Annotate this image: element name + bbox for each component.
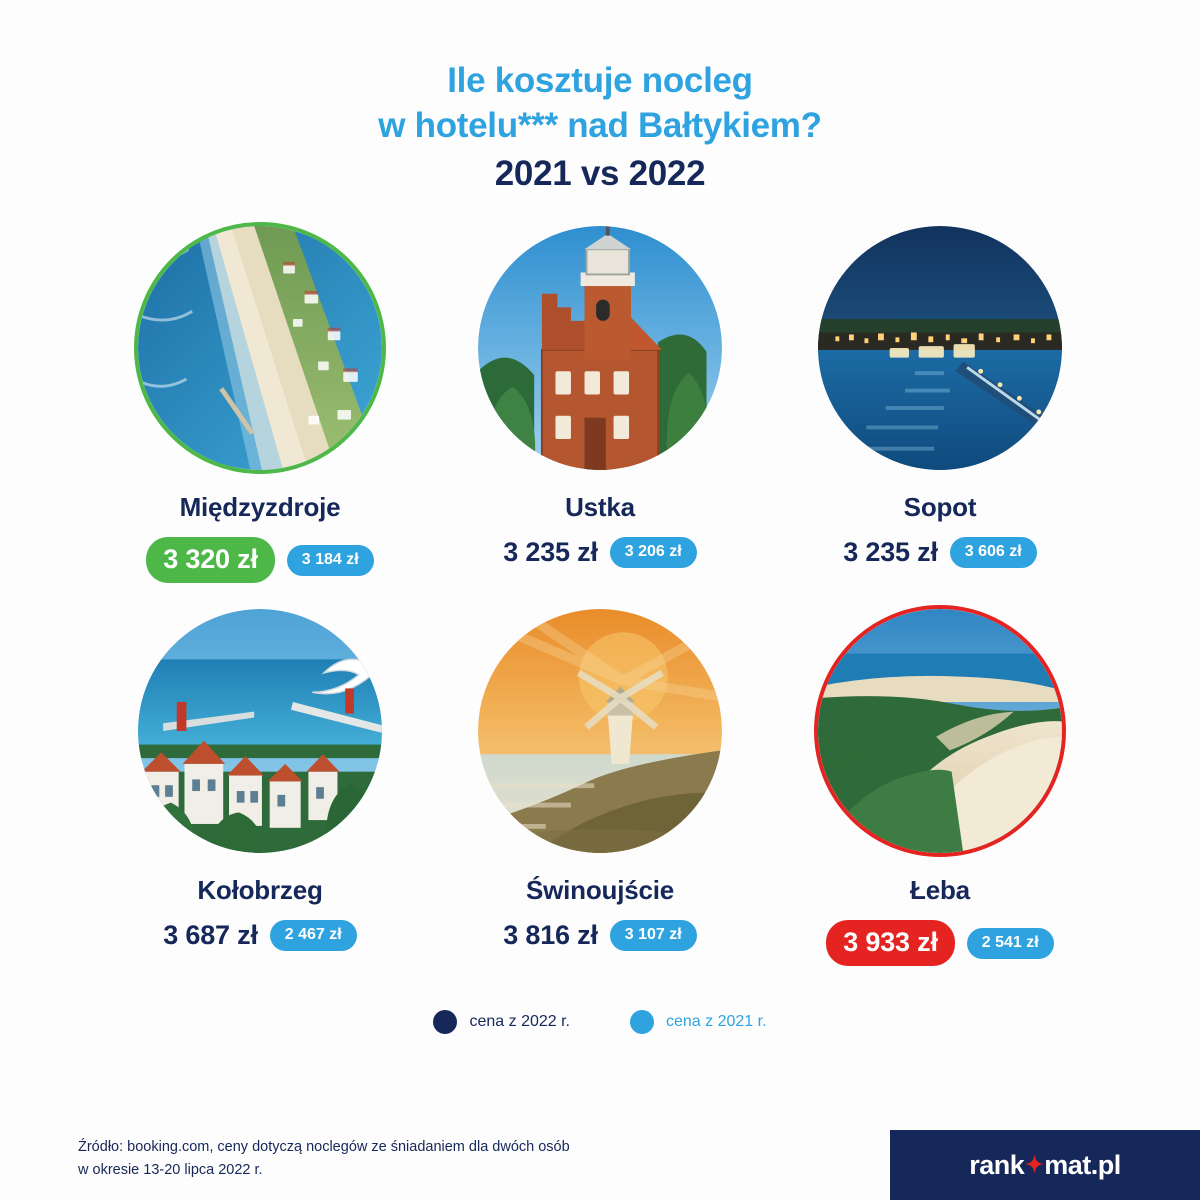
city-name: Sopot: [903, 492, 977, 522]
price-2021: 3 184 zł: [287, 545, 374, 576]
city-name: Kołobrzeg: [197, 875, 323, 905]
legend-item-2022: [433, 1010, 570, 1034]
page-title: [0, 0, 1200, 200]
city-name: Ustka: [565, 492, 635, 522]
price-2022: 3 816 zł: [503, 920, 598, 950]
logo-text: [969, 1150, 1121, 1181]
price-row: [90, 537, 430, 583]
legend-label-2021: cena z 2021 r.: [666, 1013, 767, 1030]
source-note: [78, 1136, 570, 1182]
price-2021: 3 606 zł: [950, 537, 1037, 568]
footer: [0, 1108, 1200, 1200]
price-2022: 3 687 zł: [163, 920, 258, 950]
price-2021: 2 541 zł: [967, 928, 1054, 959]
price-2022: 3 933 zł: [826, 920, 954, 966]
city-card-kolobrzeg[interactable]: [90, 605, 430, 966]
legend-dot-2022-icon: [433, 1010, 457, 1034]
legend-item-2021: [630, 1010, 767, 1034]
logo-part-2: mat.pl: [1044, 1149, 1121, 1180]
aerial-beach-coastline-image: [138, 226, 382, 470]
price-row: [430, 920, 770, 951]
city-name: Świnoujście: [525, 875, 675, 905]
seagull-harbour-town-image: [138, 609, 382, 853]
chart-legend: [0, 1010, 1200, 1034]
price-row: [770, 920, 1110, 966]
city-photo-leba: [814, 605, 1066, 857]
city-photo-ustka: [474, 222, 726, 474]
price-2022: 3 320 zł: [146, 537, 274, 583]
city-card-ustka[interactable]: [430, 222, 770, 583]
logo-star-icon: ✦: [1025, 1152, 1044, 1177]
city-photo-sopot: [814, 222, 1066, 474]
price-2021: 3 107 zł: [610, 920, 697, 951]
brick-lighthouse-image: [478, 226, 722, 470]
title-line-1: Ile kosztuje nocleg: [447, 61, 753, 100]
price-2021: 3 206 zł: [610, 537, 697, 568]
city-card-sopot[interactable]: [770, 222, 1110, 583]
city-name: Międzyzdroje: [179, 492, 341, 522]
logo-part-1: rank: [969, 1149, 1025, 1180]
price-row: [430, 537, 770, 568]
city-card-swinoujscie[interactable]: [430, 605, 770, 966]
city-photo-kolobrzeg: [134, 605, 386, 857]
city-card-miedzyzdroje[interactable]: [90, 222, 430, 583]
legend-dot-2021-icon: [630, 1010, 654, 1034]
city-card-leba[interactable]: [770, 605, 1110, 966]
price-row: [770, 537, 1110, 568]
rankomat-logo[interactable]: [890, 1130, 1200, 1200]
moving-dunes-image: [818, 609, 1062, 853]
source-line-2: w okresie 13-20 lipca 2022 r.: [78, 1162, 263, 1178]
price-2022: 3 235 zł: [843, 537, 938, 567]
price-row: [90, 920, 430, 951]
city-name: Łeba: [910, 875, 970, 905]
pier-night-city-image: [818, 226, 1062, 470]
source-line-1: Źródło: booking.com, ceny dotyczą noclegów ze śniadaniem dla dwóch osób: [78, 1139, 570, 1155]
price-2021: 2 467 zł: [270, 920, 357, 951]
city-photo-swinoujscie: [474, 605, 726, 857]
city-grid: [0, 222, 1200, 966]
legend-label-2022: cena z 2022 r.: [469, 1013, 570, 1030]
city-photo-miedzyzdroje: [134, 222, 386, 474]
title-line-2: w hotelu*** nad Bałtykiem?: [378, 106, 822, 145]
sunset-lighthouse-image: [478, 609, 722, 853]
price-2022: 3 235 zł: [503, 537, 598, 567]
title-line-3: 2021 vs 2022: [494, 154, 706, 193]
